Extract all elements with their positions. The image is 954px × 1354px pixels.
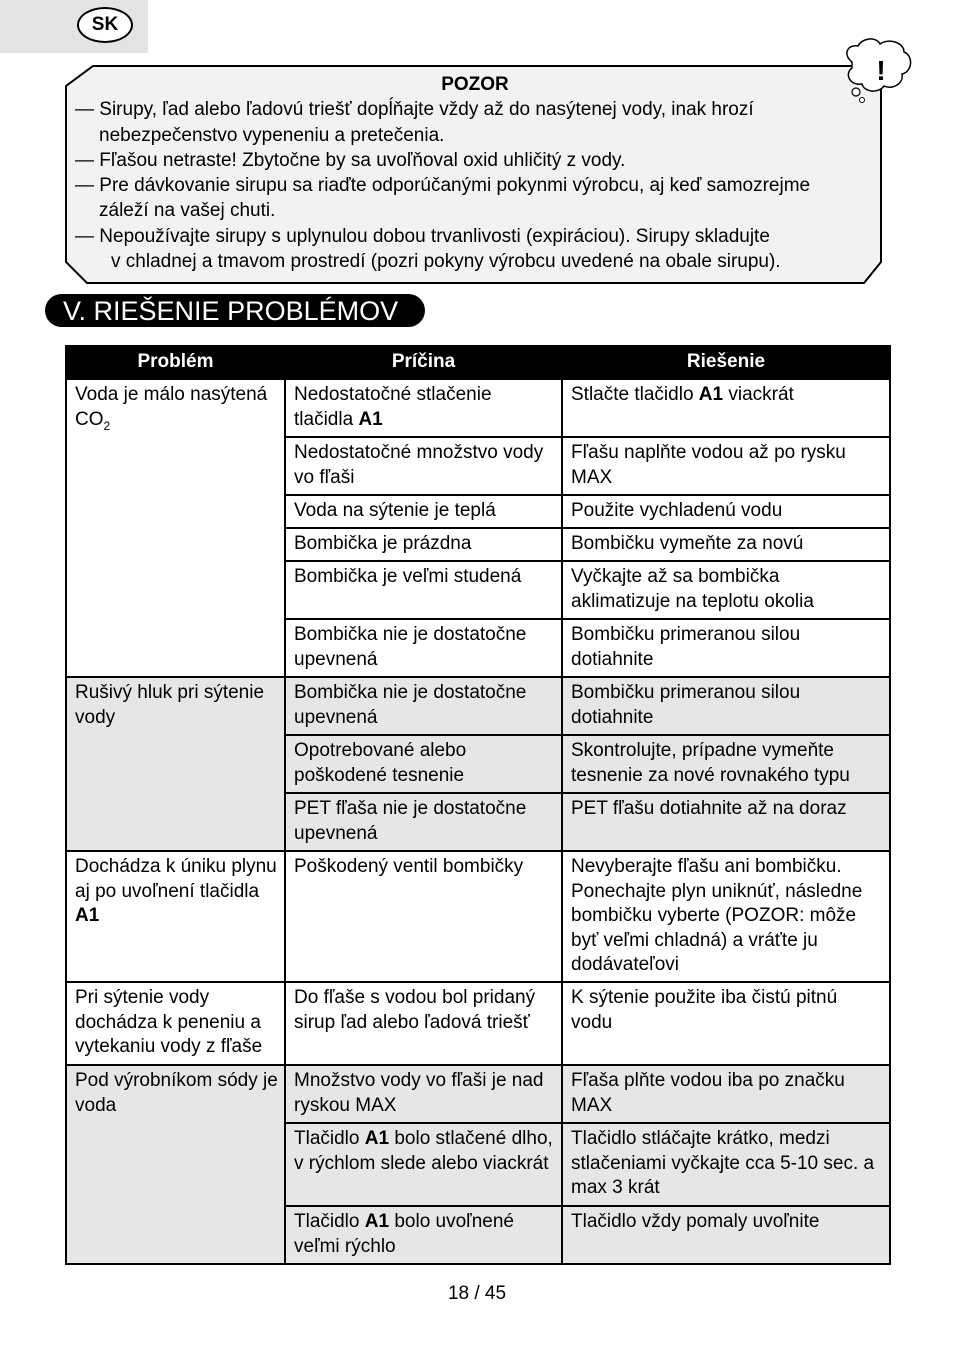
cause-cell: Tlačidlo A1 bolo stlačené dlho, v rýchlom slede alebo viackrát [285,1123,562,1206]
solution-cell: Použite vychladenú vodu [562,495,890,528]
table-row [66,982,890,1065]
table-header-row [66,346,890,379]
warning-line: — Pre dávkovanie sirupu sa riaďte odporúčanými pokynmi výrobcu, aj keď samozrejme [75,175,811,197]
solution-cell: Bombičku primeranou silou dotiahnite [562,619,890,677]
warning-text [75,72,875,274]
cause-cell: Bombička nie je dostatočne upevnená [285,677,562,735]
header-problem: Problém [66,346,285,379]
header-solution: Riešenie [562,346,890,379]
language-badge: SK [77,7,133,43]
cause-cell: Bombička je veľmi studená [285,561,562,619]
solution-cell: Tlačidlo vždy pomaly uvoľnite [562,1206,890,1264]
table-row [66,1065,890,1123]
cause-cell: Množstvo vody vo fľaši je nad ryskou MAX [285,1065,562,1123]
warning-line: — Fľašou netraste! Zbytočne by sa uvoľňoval oxid uhličitý z vody. [75,149,626,171]
solution-cell: Tlačidlo stláčajte krátko, medzi stlačeniami vyčkajte cca 5-10 sec. a max 3 krát [562,1123,890,1206]
cause-cell: Poškodený ventil bombičky [285,851,562,982]
warning-line: — Sirupy, ľad alebo ľadovú triešť dopĺňajte vždy až do nasýtenej vody, inak hrozí [75,99,754,121]
problem-cell: Pod výrobníkom sódy je voda [66,1065,285,1264]
warning-line: — Nepoužívajte sirupy s uplynulou dobou trvanlivosti (expiráciou). Sirupy skladujte [75,225,770,247]
troubleshooting-table [65,345,891,1265]
solution-cell: Bombičku vymeňte za novú [562,528,890,561]
cause-cell: Voda na sýtenie je teplá [285,495,562,528]
table-row [66,851,890,982]
section-title: V. RIEŠENIE PROBLÉMOV [45,294,425,327]
solution-cell: PET fľašu dotiahnite až na doraz [562,793,890,851]
cause-cell: Tlačidlo A1 bolo uvoľnené veľmi rýchlo [285,1206,562,1264]
table-row [66,379,890,437]
solution-cell: Fľaša plňte vodou iba po značku MAX [562,1065,890,1123]
warning-line: v chladnej a tmavom prostredí (pozri pokyny výrobcu uvedené na obale sirupu). [111,251,781,273]
problem-cell: Voda je málo nasýtená $CO_2$ [66,379,285,677]
solution-cell: Fľašu naplňte vodou až po rysku MAX [562,437,890,495]
table-row [66,677,890,735]
solution-cell: Bombičku primeranou silou dotiahnite [562,677,890,735]
page-number: 18 / 45 [447,1283,507,1304]
solution-cell: Skontrolujte, prípadne vymeňte tesnenie za nové rovnakého typu [562,735,890,793]
cause-cell: Bombička je prázdna [285,528,562,561]
warning-title: POZOR [441,74,509,95]
warning-line: záleží na vašej chuti. [99,200,276,222]
cause-cell: Opotrebované alebo poškodené tesnenie [285,735,562,793]
header-cause: Príčina [285,346,562,379]
solution-cell: K sýtenie použite iba čistú pitnú vodu [562,982,890,1065]
warning-exclamation-icon: ! [876,55,886,86]
cause-cell: Nedostatočné množstvo vody vo fľaši [285,437,562,495]
problem-cell: Pri sýtenie vody dochádza k peneniu a vytekaniu vody z fľaše [66,982,285,1065]
problem-cell: Dochádza k úniku plynu aj po uvoľnení tlačidla A1 [66,851,285,982]
warning-line: nebezpečenstvo vypeneniu a pretečenia. [99,124,445,146]
cause-cell: Bombička nie je dostatočne upevnená [285,619,562,677]
solution-cell: Nevyberajte fľašu ani bombičku. Ponechajte plyn uniknúť, následne bombičku vyberte (POZOR: môže byť veľmi chladná) a vráťte ju dodávateľovi [562,851,890,982]
solution-cell: Vyčkajte až sa bombička aklimatizuje na teplotu okolia [562,561,890,619]
cause-cell: PET fľaša nie je dostatočne upevnená [285,793,562,851]
cause-cell: Nedostatočné stlačenie tlačidla A1 [285,379,562,437]
cause-cell: Do fľaše s vodou bol pridaný sirup ľad alebo ľadová triešť [285,982,562,1065]
solution-cell: Stlačte tlačidlo A1 viackrát [562,379,890,437]
problem-cell: Rušivý hluk pri sýtenie vody [66,677,285,851]
